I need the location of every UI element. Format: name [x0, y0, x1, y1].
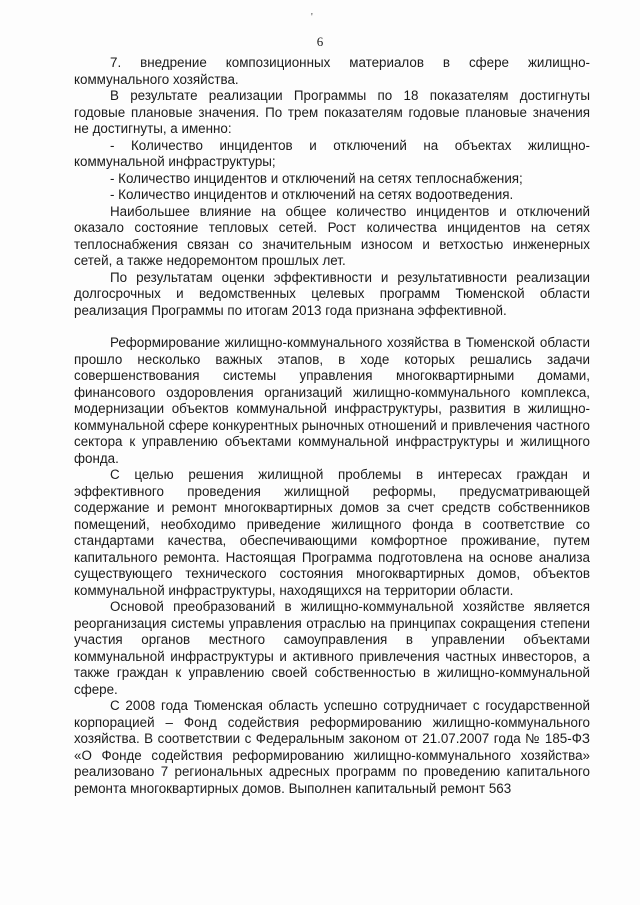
paragraph-heating-networks: Наибольшее влияние на общее количество инцидентов и отключений оказало состояние тепловых сетей. Рост количества инцидентов на сетях теплоснабжения связан со значительным износом и ветхостью инженерных сетей, а также недоремонтом прошлых лет. [74, 203, 590, 268]
paragraph-housing-problem: С целью решения жилищной проблемы в интересах граждан и эффективного проведения жилищной реформы, предусматривающей содержание и ремонт многоквартирных домов за счет средств собственников помещений, необходимо приведение жилищного фонда в соответствие со стандартами качества, обеспечивающими комфортное проживание, путем капитального ремонта. Настоящая Программа подготовлена на основе анализа существующего технического состояния многоквартирных домов, объектов коммунальной инфраструктуры, находящихся на территории области. [74, 467, 590, 598]
paragraph-reorganization: Основой преобразований в жилищно-коммунальной хозяйстве является реорганизация системы управления отраслью на принципах сокращения степени участия органов местного самоуправления в управлении объектами коммунальной инфраструктуры и активного привлечения частных инвесторов, а также граждан к управлению своей собственностью в жилищно-коммунальной сфере. [74, 599, 590, 697]
section-gap [74, 319, 590, 335]
list-item-incidents-infrastructure: - Количество инцидентов и отключений на объектах жилищно-коммунальной инфраструктуры; [74, 137, 590, 169]
list-item-composite-materials: 7. внедрение композиционных материалов в сфере жилищно-коммунального хозяйства. [74, 55, 590, 87]
paragraph-efficiency-assessment: По результатам оценки эффективности и результативности реализации долгосрочных и ведомственных целевых программ Тюменской области реализация Программы по итогам 2013 года признана эффективной. [74, 269, 590, 318]
list-item-incidents-drainage: - Количество инцидентов и отключений на сетях водоотведения. [110, 187, 514, 202]
document-body [74, 55, 590, 797]
paragraph-fund-cooperation: С 2008 года Тюменская область успешно сотрудничает с государственной корпорацией – Фонд содействия реформированию жилищно-коммунального хозяйства. В соответствии с Федеральным законом от 21.07.2007 года № 185-ФЗ «О Фонде содействия реформированию жилищно-коммунального хозяйства» реализовано 7 региональных адресных программ по проведению капитального ремонта многоквартирных домов. Выполнен капитальный ремонт 563 [74, 698, 590, 796]
paragraph-reform-stages: Реформирование жилищно-коммунального хозяйства в Тюменской области прошло несколько важных этапов, в ходе которых решались задачи совершенствования системы управления многоквартирными домами, финансового оздоровления организаций жилищно-коммунального комплекса, модернизации объектов коммунальной инфраструктуры, развития в жилищно-коммунальной сфере конкурентных рыночных отношений и привлечения частного сектора к управлению объектами коммунальной инфраструктуры и жилищного фонда. [74, 335, 590, 466]
list-item-incidents-heating: - Количество инцидентов и отключений на сетях теплоснабжения; [110, 170, 523, 186]
scan-mark: ' [311, 12, 313, 23]
paragraph-indicators-summary: В результате реализации Программы по 18 показателям достигнуты годовые плановые значения. По трем показателям годовые плановые значения не достигнуты, а именно: [74, 88, 590, 136]
page-number: 6 [316, 34, 324, 49]
